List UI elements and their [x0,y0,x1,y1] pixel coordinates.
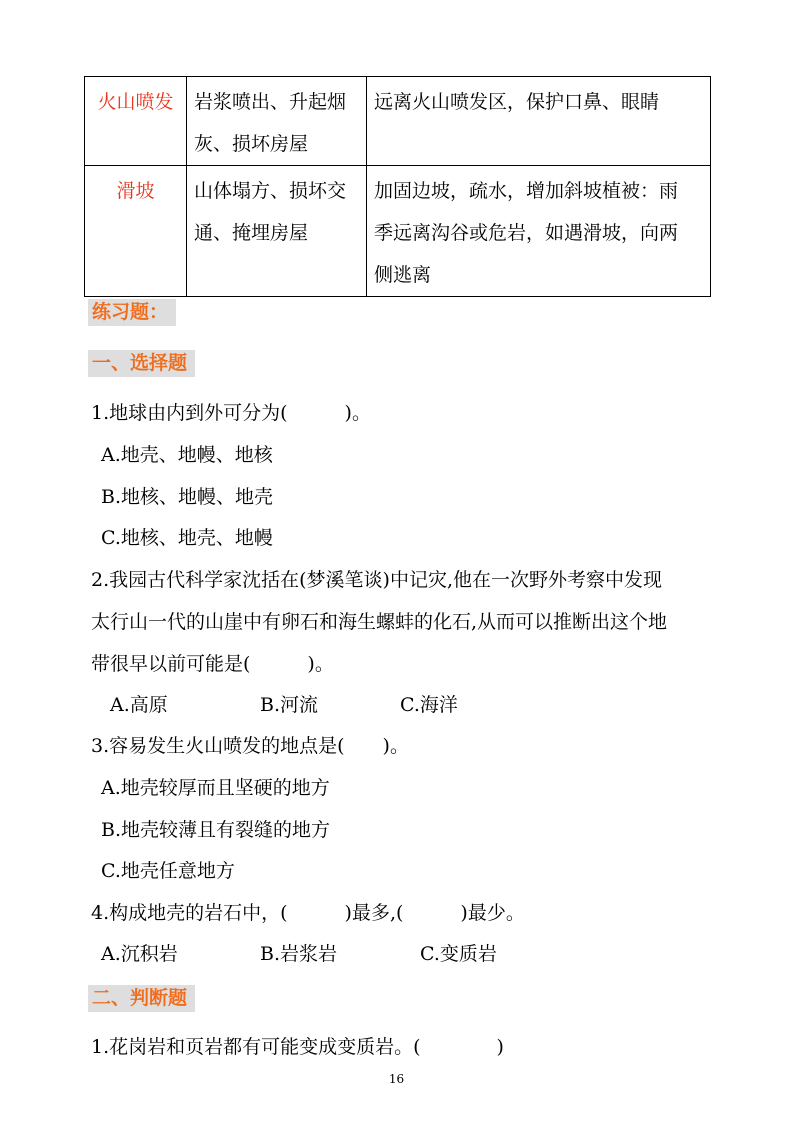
q2-option-a: A.高原 [110,694,168,716]
q2-option-c: C.海洋 [400,694,458,716]
question-1-stem: 1.地球由内到外可分为( )。 [91,402,371,424]
cell-line: 灰、损坏房屋 [194,133,309,155]
table-row [85,166,711,297]
question-3-stem: 3.容易发生火山喷发的地点是( )。 [91,735,409,757]
hazard-cell: 火山喷发 [85,77,187,166]
q4-option-a: A.沉积岩 [101,943,178,965]
effects-cell [187,77,367,166]
section-heading-choice: 一、选择题 [88,350,195,377]
q4-option-b: B.岩浆岩 [260,943,338,965]
measures-cell [367,166,711,297]
question-4-stem: 4.构成地壳的岩石中，( )最多,( )最少。 [91,902,525,924]
cell-line: 加固边坡，疏水，增加斜坡植被：雨 [374,180,679,202]
table-row [85,77,711,166]
q3-option-a: A.地壳较厚而且坚硬的地方 [101,777,330,799]
q1-option-a: A.地壳、地幔、地核 [101,444,273,466]
measures-cell [367,77,711,166]
effects-cell [187,166,367,297]
judgement-question-1: 1.花岗岩和页岩都有可能变成变质岩。( ) [91,1036,504,1058]
cell-line: 山体塌方、损坏交 [194,180,347,202]
question-2-stem-line: 带很早以前可能是( )。 [91,653,334,675]
question-2-stem-line: 太行山一代的山崖中有卵石和海生螺蚌的化石,从而可以推断出这个地 [91,611,668,633]
disaster-table [84,76,711,297]
q3-option-c: C.地壳任意地方 [101,860,235,882]
q1-option-c: C.地核、地壳、地幔 [101,527,273,549]
q4-option-c: C.变质岩 [420,943,497,965]
cell-line: 远离火山喷发区，保护口鼻、眼睛 [374,91,660,113]
cell-line: 通、掩埋房屋 [194,222,309,244]
question-2-stem-line: 2.我园古代科学家沈括在(梦溪笔谈)中记灾,他在一次野外考察中发现 [91,569,662,591]
q1-option-b: B.地核、地幔、地壳 [101,486,274,508]
exercises-heading: 练习题： [88,299,176,326]
cell-line: 侧逃离 [374,264,432,286]
cell-line: 季远离沟谷或危岩，如遇滑坡，向两 [374,222,679,244]
q3-option-b: B.地壳较薄且有裂缝的地方 [101,819,331,841]
hazard-cell: 滑坡 [85,166,187,297]
q2-option-b: B.河流 [260,694,319,716]
section-heading-judgement: 二、判断题 [88,985,195,1012]
cell-line: 岩浆喷出、升起烟 [194,91,347,113]
page-number: 16 [388,1072,405,1086]
